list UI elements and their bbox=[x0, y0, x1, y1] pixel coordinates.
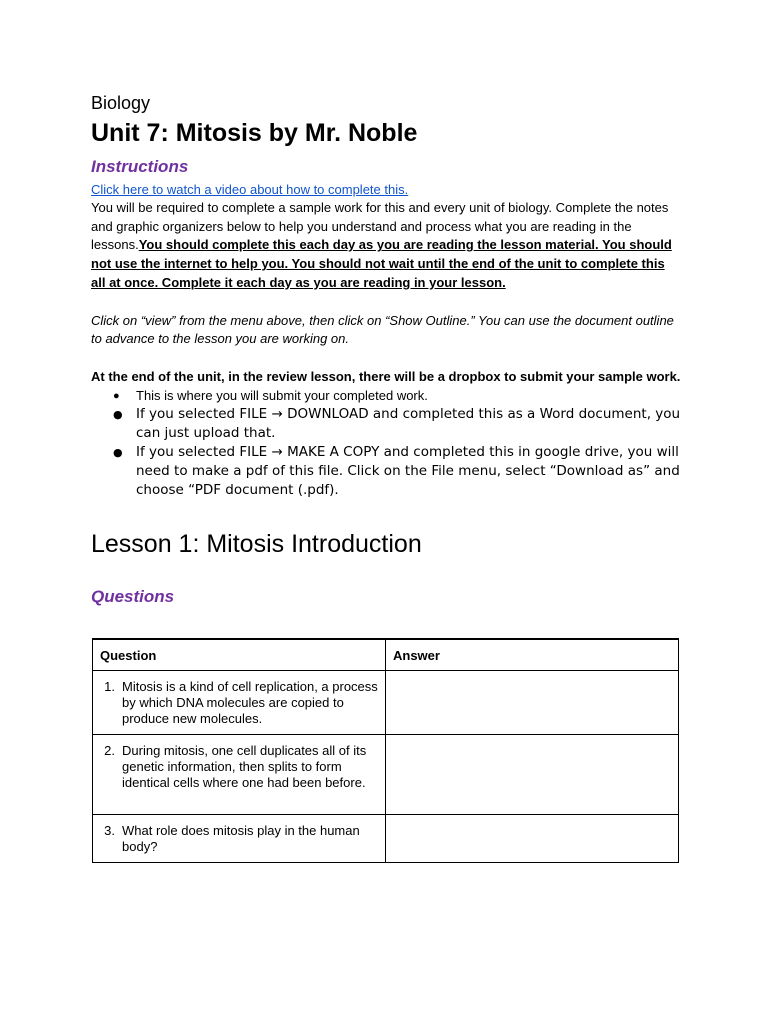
table-row bbox=[93, 735, 679, 815]
list-item bbox=[91, 443, 681, 500]
question-number: 3. bbox=[104, 823, 115, 838]
answer-column-header: Answer bbox=[386, 639, 679, 671]
table-row bbox=[93, 671, 679, 735]
questions-table bbox=[92, 638, 679, 863]
subject-label: Biology bbox=[91, 93, 151, 113]
question-column-header: Question bbox=[93, 639, 386, 671]
question-text: Mitosis is a kind of cell replication, a process by which DNA molecules are copied to produce new molecules. bbox=[122, 679, 378, 726]
bullet-dot-icon: ● bbox=[113, 445, 123, 459]
answer-cell[interactable] bbox=[386, 735, 679, 815]
answer-cell[interactable] bbox=[386, 815, 679, 863]
submission-bullet-list bbox=[91, 387, 681, 500]
intro-paragraph bbox=[91, 199, 681, 293]
question-number: 2. bbox=[104, 743, 115, 758]
questions-heading: Questions bbox=[91, 586, 175, 606]
answer-cell[interactable] bbox=[386, 671, 679, 735]
bullet-text: This is where you will submit your completed work. bbox=[136, 387, 428, 403]
video-instructions-link[interactable]: Click here to watch a video about how to complete this. bbox=[91, 182, 409, 197]
dropbox-note: At the end of the unit, in the review lesson, there will be a dropbox to submit your sample work. bbox=[91, 368, 681, 384]
list-item bbox=[91, 405, 681, 443]
lesson-title: Lesson 1: Mitosis Introduction bbox=[91, 529, 422, 558]
instructions-heading: Instructions bbox=[91, 157, 189, 176]
bullet-dot-icon: ● bbox=[113, 407, 123, 421]
question-number: 1. bbox=[104, 679, 115, 694]
bullet-text: If you selected FILE → MAKE A COPY and completed this in google drive, you will need to make a pdf of this file. Click on the File menu, select “Download as” and choose “PDF document (.pdf). bbox=[136, 443, 680, 498]
intro-plain-text: You will be required to complete a sample work for this and every unit of biology. Complete the notes and graphic organizers below to help you understand and process what you are reading in the lessons. bbox=[91, 200, 669, 253]
question-cell bbox=[93, 671, 386, 735]
intro-bold-text: You should complete this each day as you are reading the lesson material. You should not use the internet to help you. You should not wait until the end of the unit to complete this all at once. Complete it each day as you are reading in your lesson. bbox=[91, 237, 672, 290]
question-cell bbox=[93, 735, 386, 815]
table-header-row bbox=[93, 639, 679, 671]
unit-title: Unit 7: Mitosis by Mr. Noble bbox=[91, 119, 418, 147]
question-cell bbox=[93, 815, 386, 863]
question-text: What role does mitosis play in the human body? bbox=[122, 823, 360, 854]
bullet-dot-icon: ● bbox=[113, 389, 120, 402]
question-text: During mitosis, one cell duplicates all of its genetic information, then splits to form identical cells where one had been before. bbox=[122, 743, 367, 790]
list-item bbox=[91, 387, 681, 405]
document-content bbox=[91, 92, 681, 608]
outline-note: Click on “view” from the menu above, then click on “Show Outline.” You can use the document outline to advance to the lesson you are working on. bbox=[91, 312, 674, 347]
table-row bbox=[93, 815, 679, 863]
bullet-text: If you selected FILE → DOWNLOAD and completed this as a Word document, you can just upload that. bbox=[136, 405, 681, 441]
